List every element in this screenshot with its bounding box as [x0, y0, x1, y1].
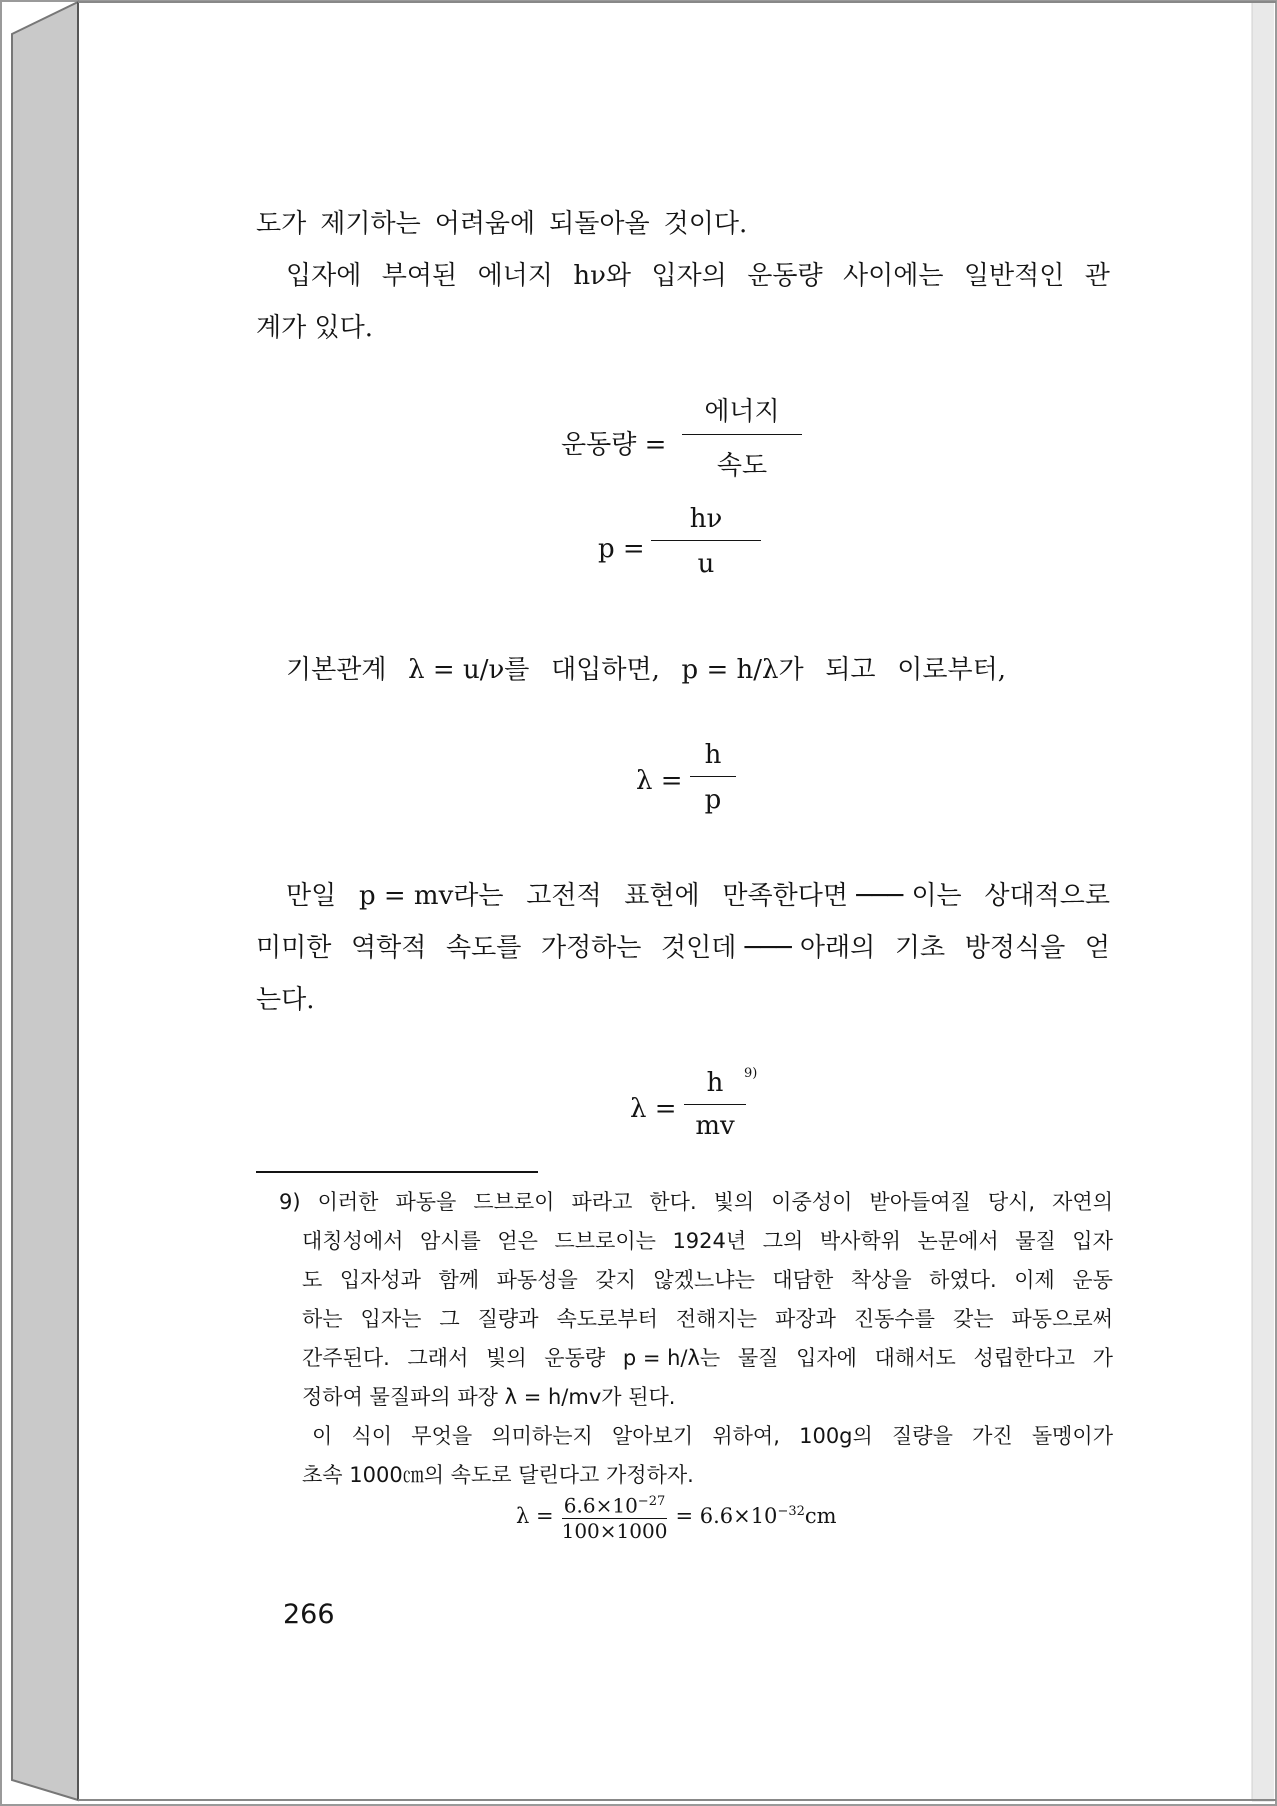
equation-2-numerator: hν [689, 504, 723, 534]
numerator-base: 6.6×10 [563, 1493, 638, 1518]
word: 논문에서 [917, 1229, 999, 1253]
equation-1-numerator: 에너지 [704, 397, 780, 427]
equation-4-numerator: h [706, 1068, 724, 1098]
word: 얻은 [497, 1229, 538, 1253]
footnote-line [280, 1339, 1113, 1378]
word: 물질 [737, 1346, 779, 1370]
word: p = mv라는 [358, 881, 504, 911]
word: 입자 [1072, 1229, 1113, 1253]
word: 암시를 [419, 1229, 481, 1253]
word: 것이다. [663, 209, 748, 239]
word: hν와 [573, 261, 632, 291]
word: 얻 [1084, 933, 1110, 963]
word: 도가 [256, 209, 307, 239]
equation-3-denominator: p [704, 785, 722, 815]
word: 기초 [894, 933, 946, 963]
word: 운동량 [544, 1346, 606, 1370]
word: 갖지 [595, 1268, 636, 1292]
word: 파라고 [571, 1190, 633, 1214]
word: 되돌아올 [549, 209, 650, 239]
word: 그 [439, 1307, 460, 1331]
word: 파장과 [775, 1307, 836, 1331]
footnote-equation-lhs: λ = [516, 1504, 554, 1529]
word: 질량과 [477, 1307, 539, 1331]
equation-2-lhs: p = [598, 534, 645, 564]
word: 에너지 [477, 261, 553, 291]
footnote-equation [516, 1490, 837, 1543]
word: 갖는 [952, 1307, 994, 1331]
word: 빛의 [713, 1190, 755, 1214]
paragraph-2 [286, 250, 1110, 302]
word: 전해지는 [675, 1307, 758, 1331]
rhs-exponent: −32 [777, 1504, 805, 1520]
word: 파동을 [395, 1190, 457, 1214]
footnote-line: 초속 1000㎝의 속도로 달린다고 가정하자. [302, 1463, 694, 1487]
word: 하였다. [929, 1268, 997, 1292]
footnote-equation-fraction [562, 1490, 668, 1543]
word: 만일 [286, 881, 337, 911]
word: 1924년 [672, 1229, 747, 1253]
word: 입자에 [796, 1346, 857, 1370]
word: 무엇을 [411, 1424, 473, 1448]
footnote-separator [256, 1171, 538, 1173]
equation-3-fraction [690, 740, 736, 815]
footnote-line: 정하여 물질파의 파장 λ = h/mv가 된다. [302, 1385, 676, 1409]
word: 이러한 [317, 1190, 379, 1214]
word: 한다. [649, 1190, 697, 1214]
word: 대담한 [772, 1268, 834, 1292]
equation-4-denominator: mv [695, 1111, 735, 1141]
word: 가진 [972, 1424, 1013, 1448]
footnote [280, 1183, 1113, 1495]
word: 물질 [1015, 1229, 1056, 1253]
footnote-line [280, 1261, 1113, 1300]
word: 관 [1084, 261, 1110, 291]
equation-4-lhs: λ = [630, 1094, 677, 1124]
word: 이중성이 [771, 1190, 853, 1214]
word: 하는 [302, 1307, 343, 1331]
word: 속도를 [445, 933, 522, 963]
footnote-line [279, 1183, 1113, 1222]
rhs-unit: cm [804, 1504, 837, 1529]
word: 입자에 [286, 261, 362, 291]
word: λ = u/ν를 [408, 655, 530, 685]
word: 표현에 [624, 881, 700, 911]
paragraph-4-line-3: 는다. [256, 985, 315, 1015]
word: 드브로이 [473, 1190, 555, 1214]
word: 돌멩이가 [1031, 1424, 1113, 1448]
word: 제기하는 [320, 209, 421, 239]
word: 위하여, [712, 1424, 780, 1448]
word: 자연의 [1052, 1190, 1113, 1214]
paragraph-2-line-2: 계가 있다. [256, 313, 373, 343]
word: 운동 [1072, 1268, 1113, 1292]
word: 질량을 [892, 1424, 953, 1448]
fraction-bar [684, 1104, 746, 1105]
paragraph-1 [256, 198, 747, 250]
word: 대입하면, [551, 655, 660, 685]
word: 방정식을 [964, 933, 1066, 963]
fraction-bar [682, 434, 802, 435]
paragraph-3 [286, 644, 1006, 696]
footnote-line [280, 1417, 1113, 1456]
word: 알아보기 [611, 1424, 694, 1448]
word: 파동성을 [496, 1268, 578, 1292]
word: 빛의 [486, 1346, 527, 1370]
word: 가 [1092, 1346, 1113, 1370]
word: 대칭성에서 [302, 1229, 404, 1253]
word: 입자는 [360, 1307, 422, 1331]
word: 만족한다면 ─── 이는 [722, 881, 962, 911]
word: 착상을 [850, 1268, 912, 1292]
footnote-line [280, 1300, 1113, 1339]
word: 이 [312, 1424, 333, 1448]
equation-3-numerator: h [704, 740, 722, 770]
word: 식이 [351, 1424, 393, 1448]
word: 부여된 [381, 261, 458, 291]
footnote-line [280, 1222, 1113, 1261]
word: 역학적 [350, 933, 427, 963]
word: 진동수를 [853, 1307, 935, 1331]
footnote-reference[interactable]: 9) [744, 1066, 758, 1081]
word: 되고 [825, 655, 876, 685]
footnote-equation-denominator: 100×1000 [561, 1518, 668, 1543]
footnote-equation-numerator [562, 1490, 668, 1518]
word: 일반적인 [963, 261, 1065, 291]
footnote-number: 9) [279, 1190, 301, 1214]
word: 당시, [987, 1190, 1036, 1214]
word: 사이에는 [843, 261, 944, 291]
word: p = h/λ가 [681, 655, 804, 685]
word: 속도로부터 [556, 1307, 658, 1331]
word: 의미하는지 [491, 1424, 593, 1448]
word: 입자의 [651, 261, 727, 291]
equation-3-lhs: λ = [636, 766, 683, 796]
footnote-equation-rhs [675, 1504, 836, 1528]
word: 입자성과 [339, 1268, 421, 1292]
equation-1-denominator: 속도 [716, 451, 768, 481]
word: 상대적으로 [984, 881, 1110, 911]
fraction-bar [690, 776, 736, 777]
numerator-exponent: −27 [637, 1494, 666, 1509]
word: 것인데 ─── 아래의 [661, 933, 876, 963]
equation-2-denominator: u [697, 549, 715, 579]
word: 받아들여질 [869, 1190, 971, 1214]
paragraph-4 [286, 870, 1110, 922]
word: 이제 [1014, 1268, 1055, 1292]
equation-2-fraction [651, 504, 761, 579]
word: p = h/λ는 [622, 1346, 721, 1370]
word: 도 [302, 1268, 323, 1292]
word: 성립한다고 [973, 1346, 1075, 1370]
word: 드브로이는 [554, 1229, 656, 1253]
fraction-bar [651, 540, 761, 541]
rhs-base: = 6.6×10 [675, 1504, 778, 1529]
equation-1-lhs: 운동량 = [561, 430, 667, 460]
word: 어려움에 [434, 209, 536, 239]
word: 않겠느냐는 [653, 1268, 755, 1292]
word: 가정하는 [540, 933, 642, 963]
equation-4-fraction [684, 1068, 746, 1141]
word: 대해서도 [874, 1346, 956, 1370]
word: 그래서 [407, 1346, 469, 1370]
word: 기본관계 [286, 655, 387, 685]
word: 100g의 [799, 1424, 873, 1448]
word: 고전적 [526, 881, 602, 911]
word: 파동으로써 [1011, 1307, 1113, 1331]
word: 이로부터, [897, 655, 1006, 685]
word: 함께 [438, 1268, 480, 1292]
word: 미미한 [256, 933, 332, 963]
equation-1-fraction [682, 391, 802, 482]
paragraph-4-line-2 [256, 922, 1110, 974]
word: 박사학위 [819, 1229, 901, 1253]
word: 간주된다. [302, 1346, 390, 1370]
page-number: 266 [283, 1599, 335, 1630]
word: 그의 [762, 1229, 804, 1253]
word: 운동량 [747, 261, 823, 291]
